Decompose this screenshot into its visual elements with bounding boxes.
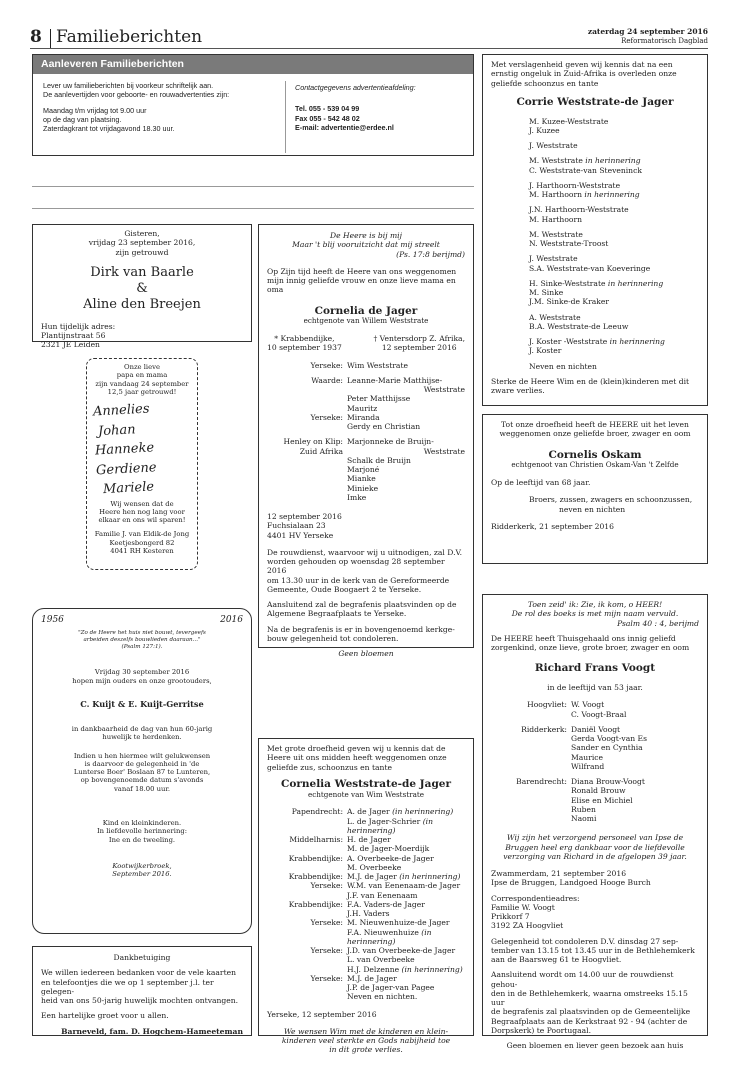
cornelia2-family [267,807,465,1001]
family-group: Krabbendijke: F.A. Vaders-de Jager J.H. Vaders [288,899,425,919]
deceased-name: Cornelia de Jager [314,304,418,317]
family-group: J. Koster -Weststrate in herinnering J. Koster [529,337,665,356]
family-group: J. Weststrate S.A. Weststrate-van Koeveringe [529,254,651,273]
info-left-text: Lever uw familieberichten bij voorkeur schriftelijk aan. De aanlevertijden voor geboorte- en rouwadvertenties zijn: Maandag t/m vrijdag tot 9.00 uur op de dag van plaatsing. Zaterdagkrant tot vrijdagavond 18.30 uur. [43,81,230,134]
family-group: J. Harthoorn-Weststrate M. Harthoorn in herinnering [529,180,640,200]
anniversary-60: 1956 2016 "Zo de Heere het huis niet bouwt, tevergeefs arbeiden deszelfs bouwlieden daaraan..." (Psalm 127:1). Vrijdag 30 september 2016 hopen mijn ouders en onze grootouders, C. Kuijt & E. Kuijt-Gerritse in dankbaarheid de dag van hun 60-jarig huwelijk te herdenken. Indien u hen hiermee wilt gelukwensen is daarvoor de gelegenheid in 'de Lunterse Boer' Boslaan 87 te Lunteren, op bovengenoemde datum s'avonds vanaf 18.00 uur. Kind en kleinkinderen. In liefdevolle herinnering: Ine en de tweeling. Kootwijkerbroek, September 2016. [32,608,252,934]
deceased-name-2: Cornelia Weststrate-de Jager [280,777,451,790]
family-group: Yerseke: J.D. van Overbeeke-de Jager L. van Overbeeke H.J. Delzenne (in herinnering) [310,946,463,974]
family-group: Krabbendijke: M.J. de Jager (in herinnering) [288,872,461,882]
obituary-cornelia: De Heere is bij mij Maar 't blij vooruitzicht dat mij streelt (Ps. 17:8 berijmd) Op Zijn tijd heeft de Heere van ons weggenomen mijn innig geliefde vrouw en onze lieve mama en oma Cornelia de Jager echtgenote van Willem Weststrate * Krabbendijke, 10 september 1937 † Ventersdorp Z. Afrika, 12 september 2016 Yerseke: Wim Weststrate Waarde: Leanne-Marie Matthijse- Weststrate Peter Matthijsse Mauritz Yerseke: Miranda Gerdy en Christian Henley on Klip: Marjonneke de Bruijn- Zuid Afrika Weststrate Schalk de Bruijn Marjoné Mianke Minieke Imke 12 september 2016 Fuchsialaan 23 4401 HV Yerseke De rouwdienst, waarvoor wij u uitnodigen, zal D.V. worden gehouden op woensdag 28 september 2016 om 13.30 uur in de kerk van de Gereformeerde Gemeente, Oude Boogaert 2 te Yerseke. Aansluitend zal de begrafenis plaatsvinden op de Algemene Begraafplaats te Yerseke. Na de begrafenis is er in bovengenoemd kerkge- bouw gelegenheid tot condoleren. Geen bloemen [258,224,474,648]
header-rule [30,48,708,49]
obituary-cornelia-weststrate: Met grote droefheid geven wij u kennis dat de Heere uit ons midden heeft weggenomen onze geliefde zus, schoonzus en tante Cornelia Weststrate-de Jager echtgenote van Wim Weststrate Papendrecht: A. de Jager (in herinnering) L. de Jager-Schrier (in herinnering) Middelharnis: H. de Jager M. de Jager-Moerdijk Krabbendijke: A. Overbeeke-de Jager M. Overbeeke Krabbendijke: M.J. de Jager (in herinnering) Yerseke: W.M. van Eenenaam-de Jager J.F. van Eenenaam Krabbendijke: F.A. Vaders-de Jager J.H. Vaders Yerseke: M. Nieuwenhuize-de Jager F.A. Nieuwenhuize (in herinnering) Yerseke: J.D. van Overbeeke-de Jager L. van Overbeeke H.J. Delzenne (in herinnering) Yerseke: M.J. de Jager J.P. de Jager-van Pagee Neven en nichten. Yerseke, 12 september 2016 We wensen Wim met de kinderen en klein- kinderen veel sterkte en Gods nabijheid toe in dit grote verlies. [258,738,474,1036]
thanks-notice: Dankbetuiging We willen iedereen bedanken voor de vele kaarten en telefoontjes die we op 1 september j.l. ter gelegen- heid van ons 50-jarig huwelijk mochten ontvangen. Een hartelijke groet voor u allen. Barneveld, fam. D. Hogchem-Hameeteman [32,946,252,1036]
couple-name: C. Kuijt & E. Kuijt-Gerritse [80,698,204,709]
section-title: Familieberichten [56,27,203,47]
family-group: Yerseke: M.J. de Jager J.P. de Jager-van Pagee Neven en nichten. [310,973,435,1002]
rule-2 [32,208,474,209]
anniversary-125: Onze lieve papa en mama zijn vandaag 24 september 12,5 jaar getrouwd! Annelies Johan Hanneke Gerdiene Mariele Wij wensen dat de Heere hen nog lang voor elkaar en ons wil sparen! Familie J. van Eldik-de Jong Keetjesbongerd 82 4041 RH Kesteren [86,358,198,570]
family-group: Middelharnis: H. de Jager M. de Jager-Moerdijk [289,835,430,854]
bride-name: Aline den Breejen [83,297,201,313]
family-group: Yerseke: W.M. van Eenenaam-de Jager J.F. van Eenenaam [310,881,461,900]
contact-title: Contactgegevens advertentieafdeling: [295,83,416,92]
obituary-corrie: Met verslagenheid geven wij kennis dat na een ernstig ongeluk in Zuid-Afrika is overleden onze geliefde schoonzus en tante Corrie Weststrate-de Jager M. Kuzee-Weststrate J. Kuzee J. Weststrate M. Weststrate in herinnering C. Weststrate-van Steveninck J. Harthoorn-Weststrate M. Harthoorn in herinnering J.N. Harthoorn-Weststrate M. Harthoorn M. Weststrate N. Weststrate-Troost J. Weststrate S.A. Weststrate-van Koeveringe H. Sinke-Weststrate in herinnering M. Sinke J.M. Sinke-de Kraker A. Weststrate B.A. Weststrate-de Leeuw J. Koster -Weststrate in herinnering J. Koster Neven en nichten Sterke de Heere Wim en de (klein)kinderen met dit zware verlies. [482,54,708,406]
handwritten-names: Annelies Johan Hanneke Gerdiene Mariele [92,401,157,498]
rule-1 [32,186,474,187]
deceased-name-5: Richard Frans Voogt [534,662,656,675]
family-group: Neven en nichten [529,361,597,371]
groom-name: Dirk van Baarle [90,264,194,280]
family-group: Papendrecht: A. de Jager (in herinnering) L. de Jager-Schrier (in herinnering) [291,807,454,835]
deceased-name-4: Cornelis Oskam [548,448,642,461]
family-group: M. Weststrate N. Weststrate-Troost [529,229,609,249]
family-group: J.N. Harthoorn-Weststrate M. Harthoorn [529,205,629,224]
info-box [32,54,474,156]
obituary-cornelis: Tot onze droefheid heeft de HEERE uit het leven weggenomen onze geliefde broer, zwager en oom Cornelis Oskam echtgenoot van Christien Oskam-Van 't Zelfde Op de leeftijd van 68 jaar. Broers, zussen, zwagers en schoonzussen, neven en nichten Ridderkerk, 21 september 2016 [482,414,708,564]
contact-phone: Tel. 055 - 539 04 99 [295,104,360,114]
wedding-notice: Gisteren, vrijdag 23 september 2016, zijn getrouwd Dirk van Baarle & Aline den Breejen Hun tijdelijk adres: Plantijnstraat 56 2321 JE Leiden [32,224,252,342]
page-number: 8 [30,27,42,47]
contact-email[interactable]: E-mail: advertentie@erdee.nl [295,123,394,133]
family-group: M. Kuzee-Weststrate J. Kuzee [529,116,609,135]
header-paper: Reformatorisch Dagblad [621,37,708,45]
family-group: M. Weststrate in herinnering C. Weststrate-van Steveninck [529,156,642,175]
family-group: Krabbendijke: A. Overbeeke-de Jager M. Overbeeke [288,853,434,872]
contact-fax: Fax 055 - 542 48 02 [295,113,360,123]
header-date: zaterdag 24 september 2016 [587,27,708,36]
family-group: J. Weststrate [529,141,578,151]
info-contact [295,83,471,132]
info-title: Aanleveren Familieberichten [33,55,473,74]
obituary-richard: Toen zeid' ik: Zie, ik kom, o HEER! De rol des boeks is met mijn naam vervuld. Psalm 40 : 4, berijmd De HEERE heeft Thuisgehaald ons innig geliefd zorgenkind, onze lieve, grote broer, zwager en oom Richard Frans Voogt in de leeftijd van 53 jaar. Hoogvliet: W. Voogt C. Voogt-Braal Ridderkerk: Daniël Voogt Gerda Voogt-van Es Sander en Cynthia Maurice Wilfrand Barendrecht: Diana Brouw-Voogt Ronald Brouw Elise en Michiel Ruben Naomi Wij zijn het verzorgend personeel van Ipse de Bruggen heel erg dankbaar voor de liefdevolle verzorging van Richard in de afgelopen 39 jaar. Zwammerdam, 21 september 2016 Ipse de Bruggen, Landgoed Hooge Burch Correspondentieadres: Familie W. Voogt Prikkorf 7 3192 ZA Hoogvliet Gelegenheid tot condoleren D.V. dinsdag 27 sep- tember van 13.15 tot 13.45 uur in de Bethlehemkerk aan de Baarsweg 61 te Hoogvliet. Aansluitend wordt om 14.00 uur de rouwdienst gehou- den in de Bethlehemkerk, waarna omstreeks 15.15 uur de begrafenis zal plaatsvinden op de Gemeentelijke Begraafplaats aan de Kerkstraat 92 - 94 (achter de Dorpskerk) te Poortugaal. Geen bloemen en liever geen bezoek aan huis [482,594,708,1036]
family-group: H. Sinke-Weststrate in herinnering M. Sinke J.M. Sinke-de Kraker [529,278,664,307]
info-divider [285,81,286,153]
family-group: A. Weststrate B.A. Weststrate-de Leeuw [529,312,629,331]
family-group: Yerseke: M. Nieuwenhuize-de Jager F.A. Nieuwenhuize (in herinnering) [310,918,450,946]
corrie-family [491,117,699,371]
header-divider [50,29,51,48]
deceased-name-3: Corrie Weststrate-de Jager [516,95,674,108]
